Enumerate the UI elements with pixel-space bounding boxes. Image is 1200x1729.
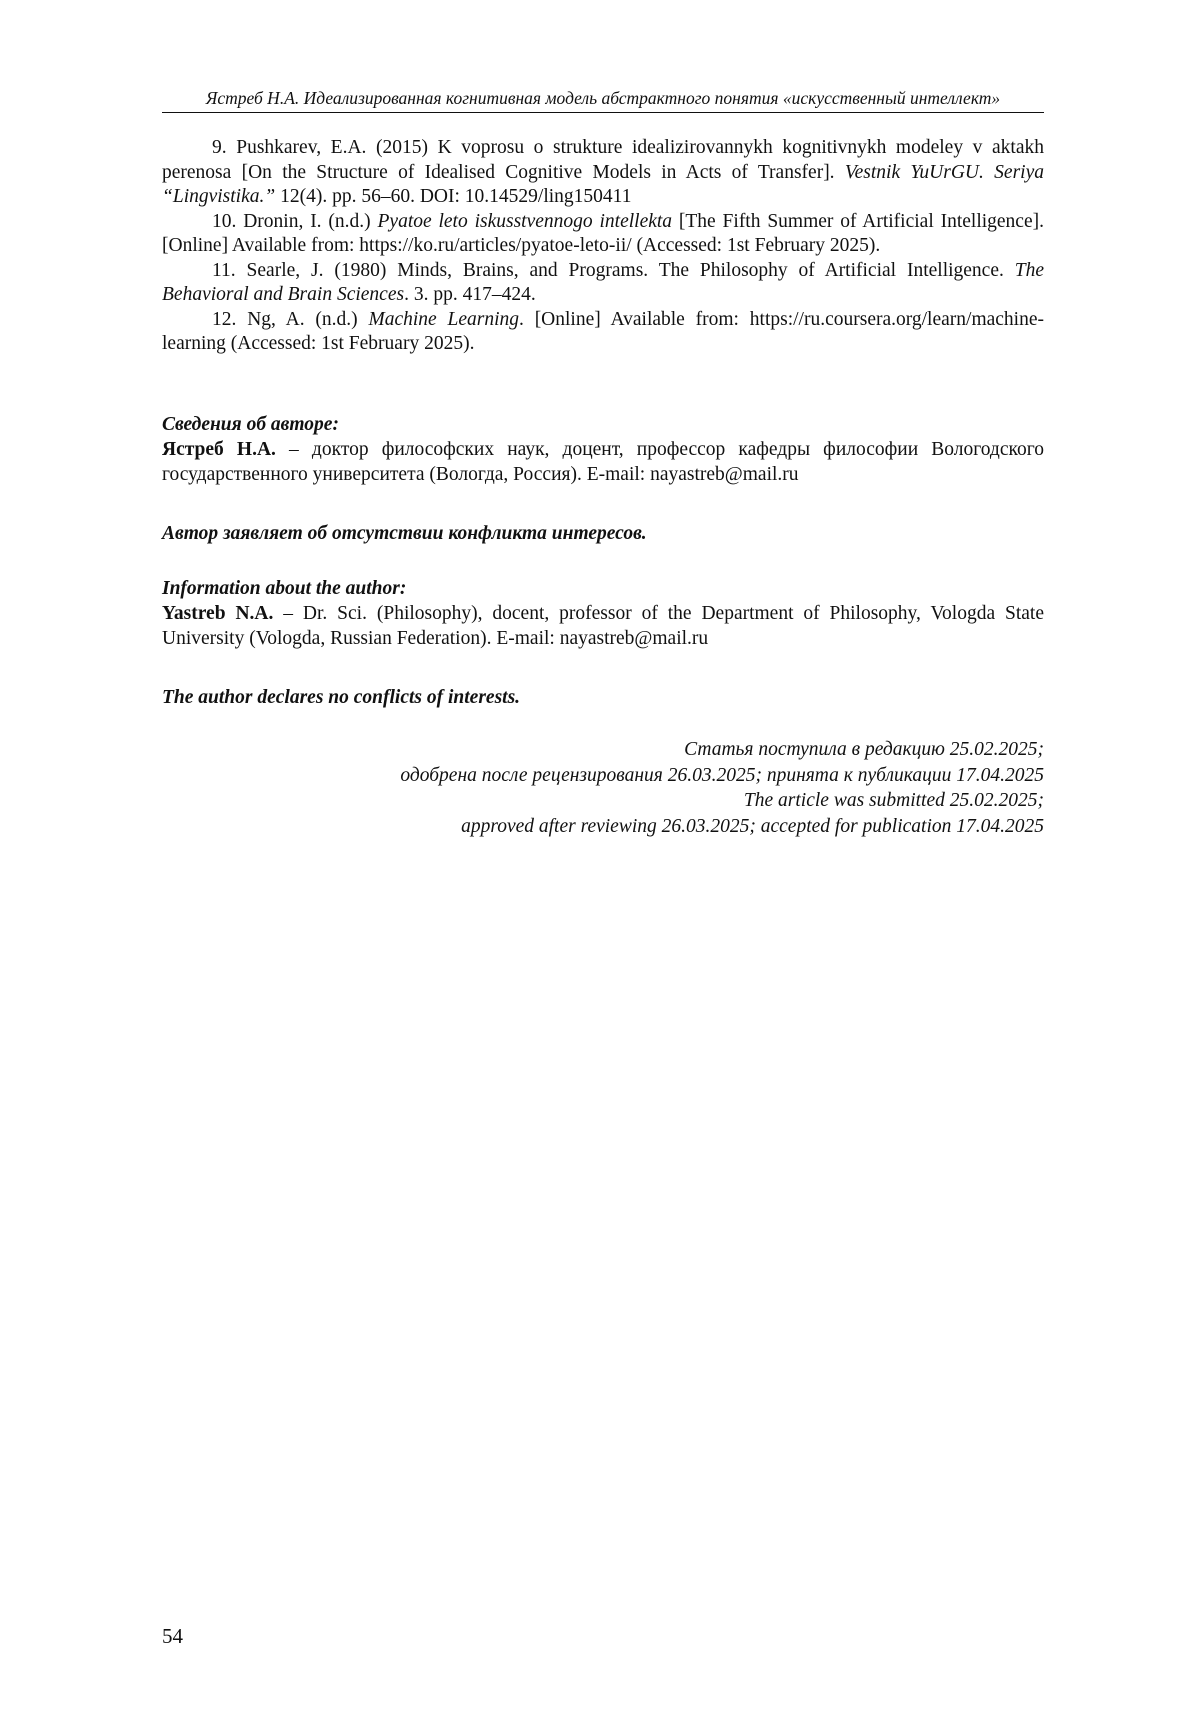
author-name-en: Yastreb N.A. [162, 603, 274, 624]
reference-text: Dronin, I. (n.d.) [236, 210, 378, 232]
author-info-en [162, 576, 1044, 651]
reference-item [162, 259, 1044, 308]
reference-item [162, 210, 1044, 259]
author-name-ru: Ястреб Н.А. [162, 439, 276, 460]
reference-text: Ng, A. (n.d.) [236, 308, 369, 330]
conflict-statement-en [162, 685, 1044, 710]
conflict-text-en: The author declares no conflicts of interests. [162, 687, 521, 708]
reference-text: . [Online] Available from: https://ru.coursera.org/learn/machine-learning (Accessed: 1st February 2025). [162, 308, 1044, 354]
dates-ru-line-1: Статья поступила в редакцию 25.02.2025; [684, 739, 1044, 760]
reference-italic: The Behavioral and Brain Sciences [162, 259, 1044, 305]
conflict-statement-ru [162, 521, 1044, 546]
author-text-ru [162, 437, 1044, 487]
author-heading-en: Information about the author: [162, 578, 407, 599]
author-info-ru [162, 412, 1044, 487]
reference-text: Searle, J. (1980) Minds, Brains, and Programs. The Philosophy of Artificial Intelligence. [235, 259, 1015, 281]
reference-italic: Vestnik YuUrGU. Seriya “Lingvistika.” [162, 161, 1044, 207]
conflict-text-ru: Автор заявляет об отсутствии конфликта интересов. [162, 523, 647, 544]
reference-list [162, 136, 1044, 357]
reference-text: [The Fifth Summer of Artificial Intelligence]. [Online] Available from: https://ko.ru/articles/pyatoe-leto-ii/ (Accessed: 1st February 2025). [162, 210, 1044, 256]
dates-en-line-1: The article was submitted 25.02.2025; [743, 790, 1044, 811]
reference-number: 9. [212, 137, 227, 158]
reference-number: 10. [212, 210, 237, 232]
reference-text: . 3. pp. 417–424. [404, 284, 536, 305]
reference-text: Pushkarev, E.A. (2015) K voprosu o strukture idealizirovannykh kognitivnykh modeley v aktakh perenosa [On the Structure of Idealised Cognitive Models in Acts of Transfer]. [162, 137, 1044, 183]
author-heading-ru: Сведения об авторе: [162, 414, 339, 435]
reference-item [162, 136, 1044, 210]
reference-number: 11. [212, 259, 236, 281]
reference-italic: Machine Learning [368, 308, 519, 330]
author-details-ru: – доктор философских наук, доцент, профессор кафедры философии Вологодского государственного университета (Вологда, Россия). E-mail: nayastreb@mail.ru [162, 439, 1045, 485]
submission-dates [162, 737, 1044, 839]
author-text-en [162, 601, 1044, 651]
reference-text: 12(4). pp. 56–60. DOI: 10.14529/ling150411 [275, 186, 632, 207]
author-details-en: – Dr. Sci. (Philosophy), docent, professor of the Department of Philosophy, Vologda State University (Vologda, Russian Federation). E-mail: nayastreb@mail.ru [162, 603, 1044, 649]
reference-number: 12. [212, 308, 237, 330]
reference-italic: Pyatoe leto iskusstvennogo intellekta [377, 210, 673, 232]
dates-ru-line-2: одобрена после рецензирования 26.03.2025; принята к публикации 17.04.2025 [400, 764, 1044, 786]
reference-item [162, 308, 1044, 357]
page-number: 54 [162, 1624, 183, 1648]
dates-en-line-2: approved after reviewing 26.03.2025; accepted for publication 17.04.2025 [461, 815, 1044, 837]
running-header: Ястреб Н.А. Идеализированная когнитивная модель абстрактного понятия «искусственный интеллект» [162, 87, 1044, 113]
